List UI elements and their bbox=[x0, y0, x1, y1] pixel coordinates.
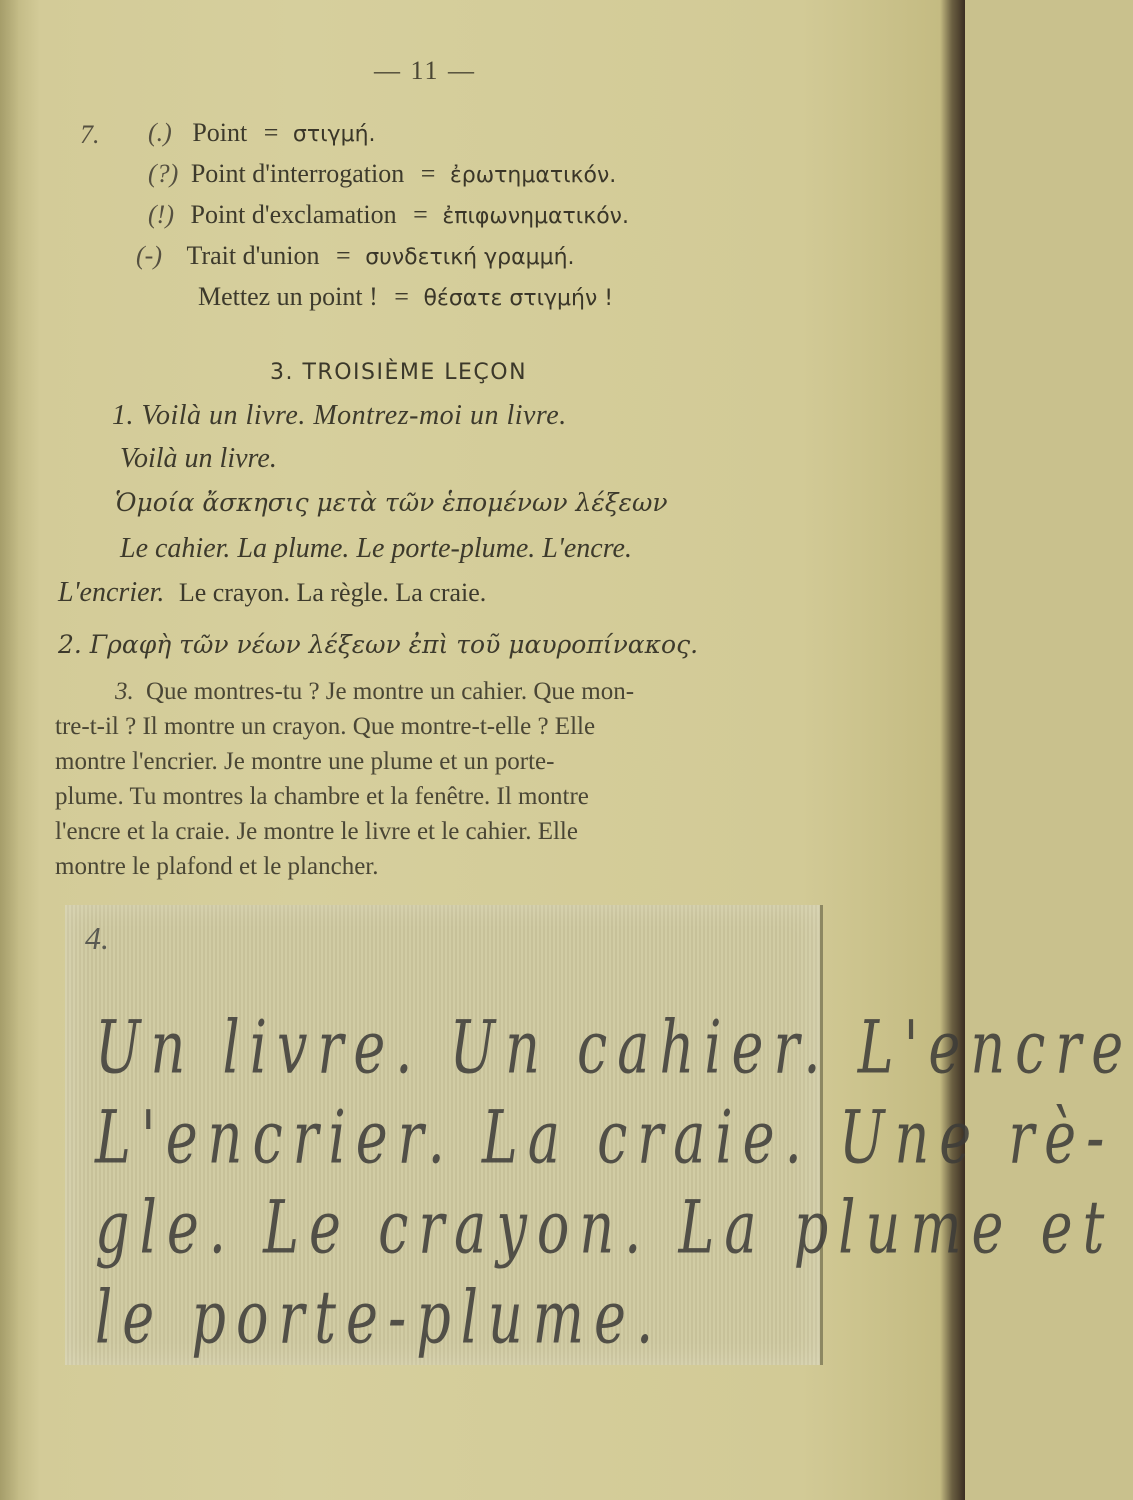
exercise-3-line: tre-t-il ? Il montre un crayon. Que montre-t-elle ? Elle bbox=[55, 713, 596, 740]
exercise-3-text bbox=[55, 678, 825, 888]
vocabulary-line: Le cahier. La plume. Le porte-plume. L'encre. bbox=[120, 533, 632, 564]
greek-term: ἐρωτηματικόν. bbox=[449, 163, 617, 188]
equals-sign: = bbox=[263, 118, 279, 147]
punctuation-mark: (!) bbox=[148, 200, 174, 229]
punctuation-mark: (-) bbox=[136, 241, 162, 270]
page-margin bbox=[0, 0, 18, 1500]
punctuation-mark: (.) bbox=[148, 118, 172, 147]
greek-instruction: Ὁμοία ἄσκησις μετὰ τῶν ἑπομένων λέξεων bbox=[115, 488, 668, 517]
page-number: — 11 — bbox=[373, 56, 477, 85]
greek-term: ἐπιφωνηματικόν. bbox=[442, 204, 629, 229]
plate-number: 4. bbox=[85, 920, 109, 956]
exercise-3-line: montre le plafond et le plancher. bbox=[55, 853, 379, 880]
exercise-3-line: plume. Tu montres la chambre et la fenêtre. Il montre bbox=[55, 783, 589, 810]
french-term: Point d'interrogation bbox=[190, 159, 405, 188]
french-term: Trait d'union bbox=[186, 241, 320, 270]
french-term: Point d'exclamation bbox=[190, 200, 397, 229]
handwriting-line: gle. Le crayon. La plume et bbox=[95, 1185, 1115, 1271]
handwriting-line: le porte-plume. bbox=[95, 1275, 664, 1361]
exercise-3-line: Que montres-tu ? Je montre un cahier. Que mon- bbox=[146, 678, 635, 705]
exercise-1-line: 1. Voilà un livre. Montrez-moi un livre. bbox=[112, 400, 567, 431]
exercise-3-line: l'encre et la craie. Je montre le livre et le cahier. Elle bbox=[55, 818, 578, 845]
equals-sign: = bbox=[413, 200, 428, 229]
handwriting-line: Un livre. Un cahier. L'encre bbox=[95, 1005, 1133, 1091]
lesson-heading: 3. TROISIÈME LEÇON bbox=[270, 360, 528, 385]
handwriting-line: L'encrier. La craie. Une rè- bbox=[95, 1095, 1115, 1181]
equals-sign: = bbox=[394, 282, 409, 311]
exercise-2: 2. Γραφὴ τῶν νέων λέξεων ἐπὶ τοῦ μαυροπίνακος. bbox=[58, 630, 699, 659]
item-number: 7. bbox=[80, 120, 100, 149]
exercise-3-number: 3. bbox=[115, 678, 134, 705]
handwriting-plate bbox=[65, 905, 1133, 1365]
greek-term: στιγμή. bbox=[292, 122, 376, 147]
punctuation-row bbox=[198, 282, 613, 312]
punctuation-row bbox=[148, 159, 616, 189]
french-term: Mettez un point ! bbox=[198, 282, 378, 311]
punctuation-mark: (?) bbox=[148, 159, 179, 188]
punctuation-row bbox=[148, 118, 376, 148]
equals-sign: = bbox=[420, 159, 436, 188]
exercise-3-line: montre l'encrier. Je montre une plume et un porte- bbox=[55, 748, 555, 775]
punctuation-row bbox=[136, 241, 575, 271]
text-line bbox=[55, 678, 825, 713]
punctuation-row bbox=[148, 200, 629, 230]
vocabulary-line bbox=[58, 577, 486, 609]
greek-term: συνδετική γραμμή. bbox=[365, 245, 575, 270]
french-term: Point bbox=[192, 118, 248, 147]
greek-term: θέσατε στιγμήν ! bbox=[423, 286, 614, 311]
equals-sign: = bbox=[336, 241, 351, 270]
vocabulary-word: L'encrier. bbox=[58, 577, 165, 608]
vocabulary-words: Le crayon. La règle. La craie. bbox=[178, 578, 487, 607]
exercise-1-example: Voilà un livre. bbox=[120, 443, 277, 474]
